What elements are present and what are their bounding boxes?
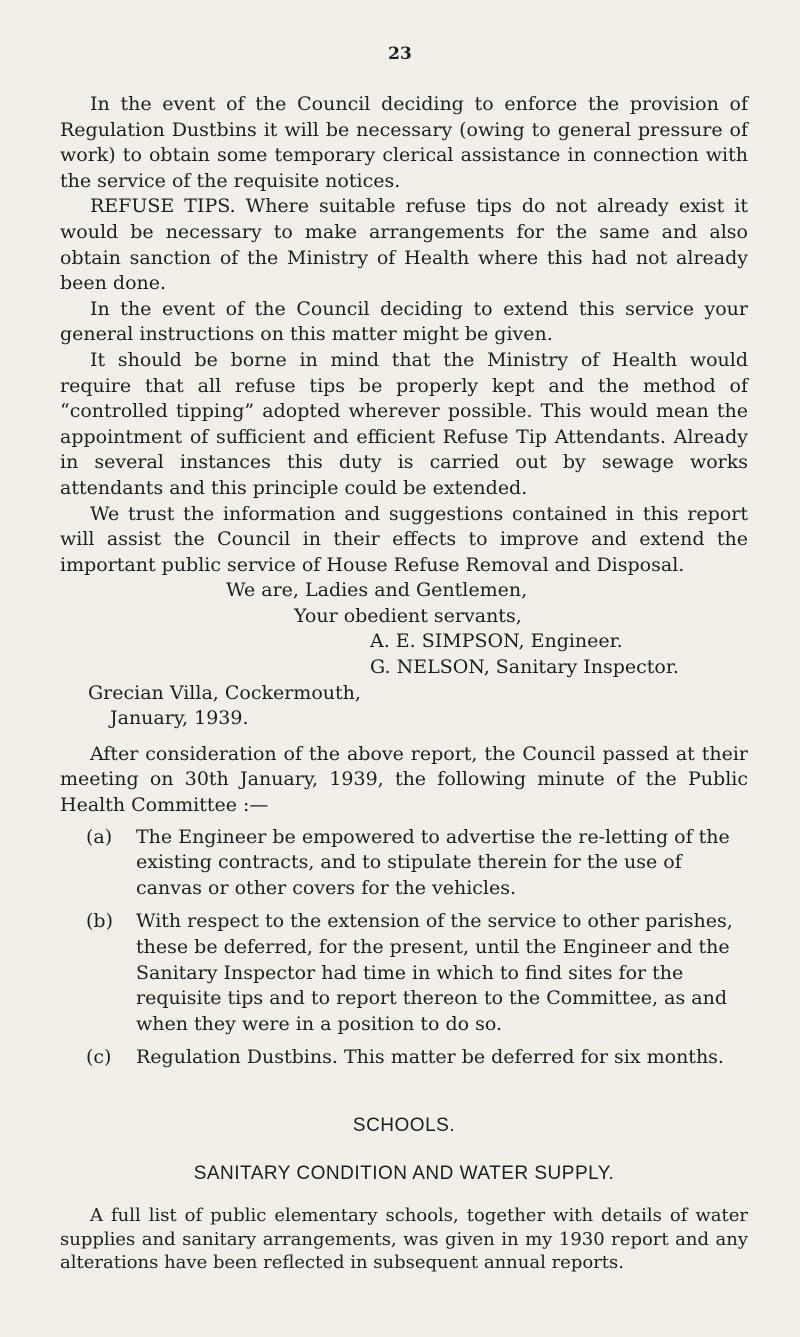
resolution-text: With respect to the extension of the service to other parishes, these be deferred, for the present, until the Engineer and the Sanitary Inspector had time in which to find sites for the requisite tips and to report thereon to the Committee, as and when they were in a position to do so. [136,910,733,1035]
resolution-text: The Engineer be empowered to advertise the re-letting of the existing contracts, and to stipulate therein for the use of canvas or other covers for the vehicles. [136,825,730,899]
resolution-item [60,1045,748,1071]
resolution-label: (c) [86,1046,112,1069]
page-number: 23 [388,44,412,64]
paragraph-refuse-tips: REFUSE TIPS. Where suitable refuse tips do not already exist it would be necessary to make arrangements for the same and also obtain sanction of the Ministry of Health where this had not already been done. [60,195,748,295]
paragraph: We trust the information and suggestions contained in this report will assist the Council in their effects to improve and extend the important public service of House Refuse Removal and Disposal. [60,502,748,576]
section-heading: SCHOOLS. [352,1114,456,1136]
signer-inspector: G. NELSON, Sanitary Inspector. [370,656,679,679]
final-paragraph: A full list of public elementary schools, together with details of water supplies and sanitary arrangements, was given in my 1930 report and any alterations have been reflected in subsequent annual reports. [60,1205,748,1274]
paragraph: In the event of the Council deciding to enforce the provision of Regulation Dustbins it will be necessary (owing to general pressure of work) to obtain some temporary clerical assistance in connection with the service of the requisite notices. [60,93,748,192]
date: January, 1939. [110,707,249,730]
signer-engineer: A. E. SIMPSON, Engineer. [370,630,623,653]
closing: Your obedient servants, [294,604,522,627]
document-body [60,92,748,1275]
resolution-item [60,909,748,1037]
salutation: We are, Ladies and Gentlemen, [226,579,528,602]
resolution-label: (a) [86,825,113,848]
resolution-list [60,825,748,1071]
minute-intro: After consideration of the above report, the Council passed at their meeting on 30th January, 1939, the following minute of the Public Health Committee :— [60,742,748,817]
address: Grecian Villa, Cockermouth, [88,681,361,704]
paragraph: It should be borne in mind that the Ministry of Health would require that all refuse tips be properly kept and the method of “controlled tipping” adopted wherever possible. This would mean the appointment of sufficient and efficient Refuse Tip Attendants. Already in several instances this duty is carried out by sewage works attendants and this principle could be extended. [60,348,748,499]
resolution-text: Regulation Dustbins. This matter be deferred for six months. [136,1046,724,1069]
resolution-item [60,825,748,902]
resolution-label: (b) [86,910,113,933]
subsection-heading: SANITARY CONDITION AND WATER SUPPLY. [193,1162,615,1184]
paragraph: In the event of the Council deciding to extend this service your general instructions on this matter might be given. [60,297,748,346]
